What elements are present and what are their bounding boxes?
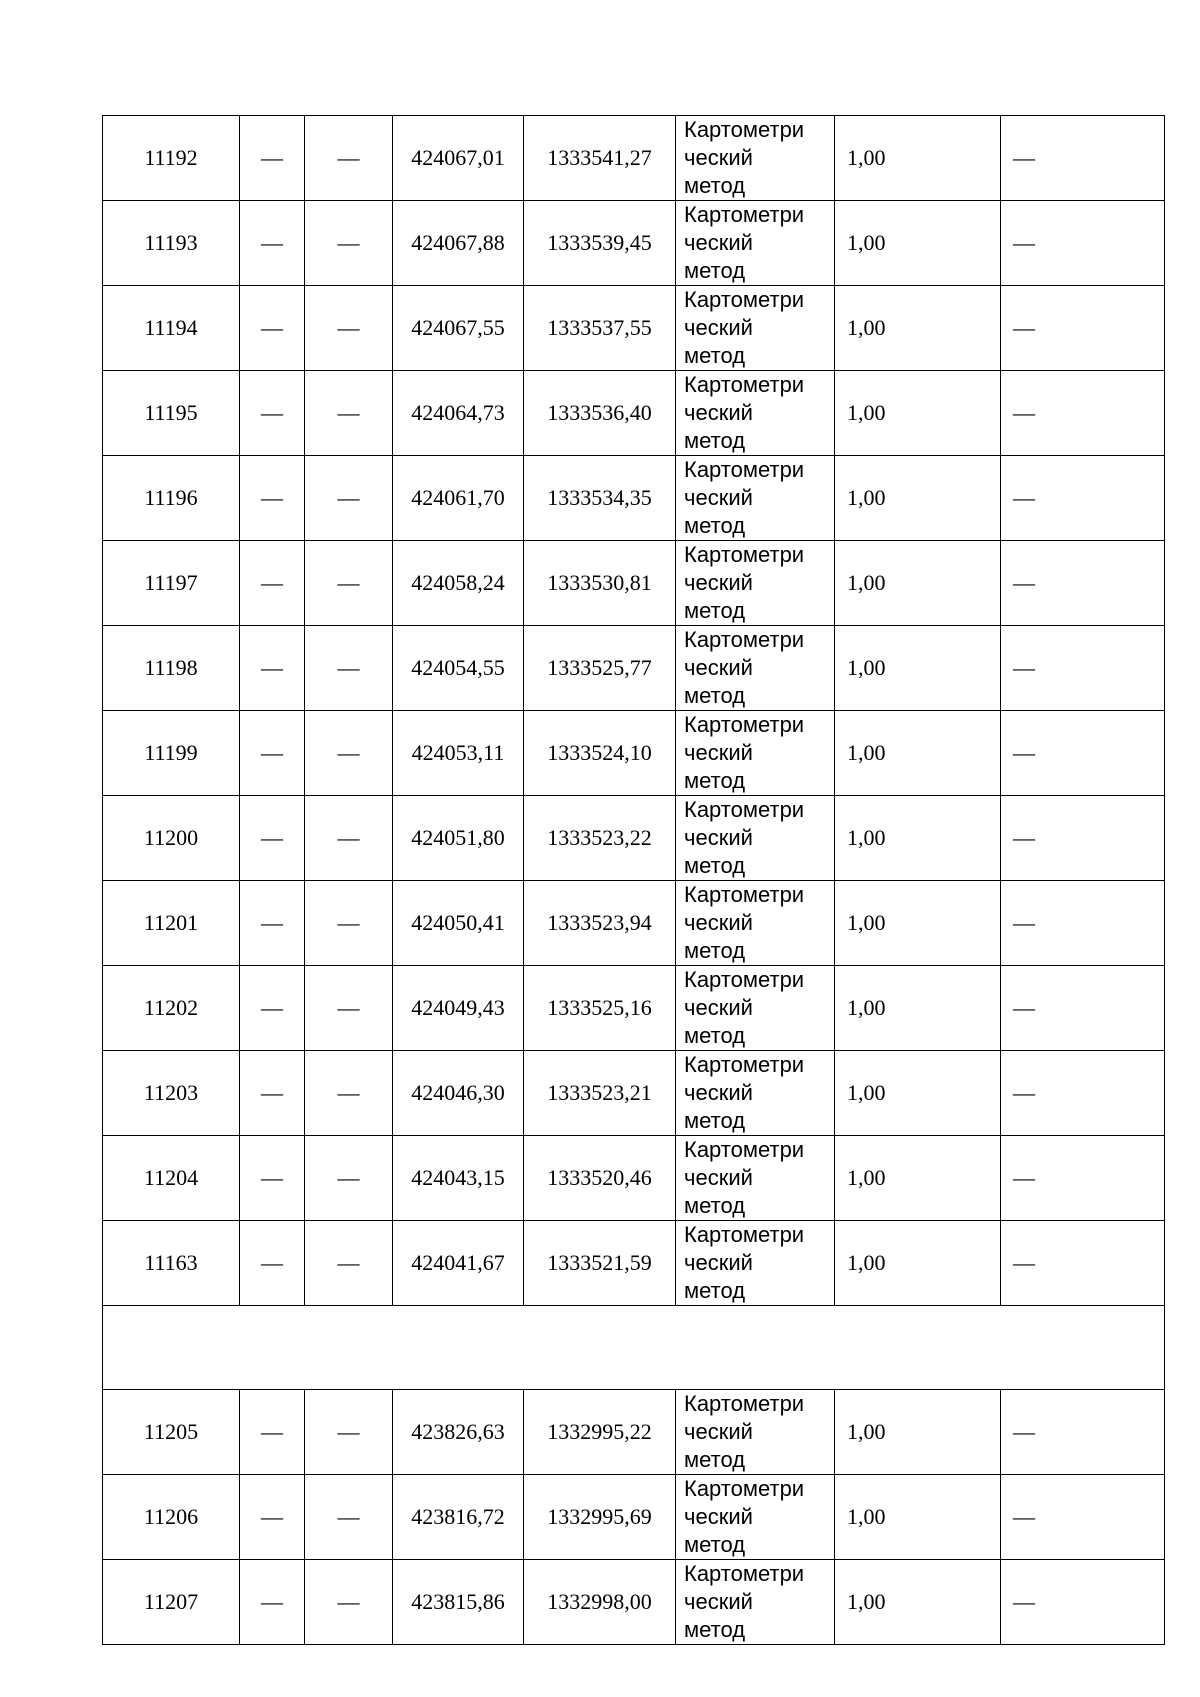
accuracy-cell: 1,00 (835, 456, 1001, 541)
empty-value-cell: — (305, 966, 393, 1051)
empty-value-cell: — (305, 1560, 393, 1645)
point-number-cell: 11193 (103, 201, 240, 286)
point-number-cell: 11195 (103, 371, 240, 456)
empty-value-cell: — (305, 1390, 393, 1475)
x-coordinate-cell: 424051,80 (393, 796, 524, 881)
method-cell: Картометри ческий метод (676, 881, 835, 966)
note-cell: — (1001, 796, 1165, 881)
method-cell: Картометри ческий метод (676, 1221, 835, 1306)
x-coordinate-cell: 424043,15 (393, 1136, 524, 1221)
y-coordinate-cell: 1332998,00 (524, 1560, 676, 1645)
table-row (103, 456, 1165, 541)
accuracy-cell: 1,00 (835, 966, 1001, 1051)
point-number-cell: 11204 (103, 1136, 240, 1221)
note-cell: — (1001, 966, 1165, 1051)
table-row (103, 711, 1165, 796)
empty-value-cell: — (240, 1136, 305, 1221)
empty-value-cell: — (240, 966, 305, 1051)
separator-row (103, 1306, 1165, 1390)
separator-cell (103, 1306, 1165, 1390)
empty-value-cell: — (240, 1221, 305, 1306)
empty-value-cell: — (240, 541, 305, 626)
point-number-cell: 11205 (103, 1390, 240, 1475)
x-coordinate-cell: 424064,73 (393, 371, 524, 456)
accuracy-cell: 1,00 (835, 371, 1001, 456)
accuracy-cell: 1,00 (835, 1390, 1001, 1475)
empty-value-cell: — (240, 881, 305, 966)
empty-value-cell: — (305, 541, 393, 626)
method-cell: Картометри ческий метод (676, 966, 835, 1051)
empty-value-cell: — (305, 881, 393, 966)
x-coordinate-cell: 424067,88 (393, 201, 524, 286)
method-cell: Картометри ческий метод (676, 1051, 835, 1136)
y-coordinate-cell: 1333523,94 (524, 881, 676, 966)
empty-value-cell: — (305, 1051, 393, 1136)
note-cell: — (1001, 1221, 1165, 1306)
empty-value-cell: — (240, 711, 305, 796)
empty-value-cell: — (305, 116, 393, 201)
table-body (103, 116, 1165, 1645)
empty-value-cell: — (240, 116, 305, 201)
accuracy-cell: 1,00 (835, 286, 1001, 371)
method-cell: Картометри ческий метод (676, 201, 835, 286)
accuracy-cell: 1,00 (835, 201, 1001, 286)
y-coordinate-cell: 1333541,27 (524, 116, 676, 201)
method-cell: Картометри ческий метод (676, 1560, 835, 1645)
accuracy-cell: 1,00 (835, 1136, 1001, 1221)
point-number-cell: 11203 (103, 1051, 240, 1136)
point-number-cell: 11206 (103, 1475, 240, 1560)
empty-value-cell: — (240, 626, 305, 711)
method-cell: Картометри ческий метод (676, 711, 835, 796)
empty-value-cell: — (240, 1390, 305, 1475)
point-number-cell: 11199 (103, 711, 240, 796)
accuracy-cell: 1,00 (835, 1221, 1001, 1306)
accuracy-cell: 1,00 (835, 1560, 1001, 1645)
method-cell: Картометри ческий метод (676, 116, 835, 201)
note-cell: — (1001, 1390, 1165, 1475)
table-row (103, 1221, 1165, 1306)
note-cell: — (1001, 286, 1165, 371)
coordinates-table (102, 115, 1165, 1645)
y-coordinate-cell: 1332995,69 (524, 1475, 676, 1560)
point-number-cell: 11200 (103, 796, 240, 881)
x-coordinate-cell: 424067,01 (393, 116, 524, 201)
point-number-cell: 11207 (103, 1560, 240, 1645)
table-row (103, 1136, 1165, 1221)
accuracy-cell: 1,00 (835, 626, 1001, 711)
table-row (103, 541, 1165, 626)
x-coordinate-cell: 424067,55 (393, 286, 524, 371)
empty-value-cell: — (305, 201, 393, 286)
table-row (103, 796, 1165, 881)
method-cell: Картометри ческий метод (676, 796, 835, 881)
empty-value-cell: — (305, 286, 393, 371)
y-coordinate-cell: 1333525,77 (524, 626, 676, 711)
empty-value-cell: — (240, 456, 305, 541)
accuracy-cell: 1,00 (835, 796, 1001, 881)
method-cell: Картометри ческий метод (676, 1390, 835, 1475)
table-row (103, 1390, 1165, 1475)
note-cell: — (1001, 116, 1165, 201)
x-coordinate-cell: 424058,24 (393, 541, 524, 626)
x-coordinate-cell: 424053,11 (393, 711, 524, 796)
note-cell: — (1001, 456, 1165, 541)
x-coordinate-cell: 423815,86 (393, 1560, 524, 1645)
note-cell: — (1001, 1136, 1165, 1221)
table-row (103, 1475, 1165, 1560)
table-row (103, 966, 1165, 1051)
empty-value-cell: — (305, 1475, 393, 1560)
table-row (103, 286, 1165, 371)
accuracy-cell: 1,00 (835, 1051, 1001, 1136)
y-coordinate-cell: 1333523,21 (524, 1051, 676, 1136)
y-coordinate-cell: 1333537,55 (524, 286, 676, 371)
table-row (103, 371, 1165, 456)
x-coordinate-cell: 424049,43 (393, 966, 524, 1051)
table-row (103, 1051, 1165, 1136)
note-cell: — (1001, 711, 1165, 796)
empty-value-cell: — (305, 711, 393, 796)
table-row (103, 116, 1165, 201)
method-cell: Картометри ческий метод (676, 1475, 835, 1560)
note-cell: — (1001, 201, 1165, 286)
y-coordinate-cell: 1333530,81 (524, 541, 676, 626)
note-cell: — (1001, 371, 1165, 456)
note-cell: — (1001, 1475, 1165, 1560)
empty-value-cell: — (240, 1475, 305, 1560)
table-row (103, 881, 1165, 966)
y-coordinate-cell: 1332995,22 (524, 1390, 676, 1475)
point-number-cell: 11192 (103, 116, 240, 201)
empty-value-cell: — (305, 1221, 393, 1306)
point-number-cell: 11196 (103, 456, 240, 541)
point-number-cell: 11198 (103, 626, 240, 711)
empty-value-cell: — (240, 796, 305, 881)
y-coordinate-cell: 1333520,46 (524, 1136, 676, 1221)
method-cell: Картометри ческий метод (676, 456, 835, 541)
method-cell: Картометри ческий метод (676, 626, 835, 711)
note-cell: — (1001, 1051, 1165, 1136)
y-coordinate-cell: 1333523,22 (524, 796, 676, 881)
empty-value-cell: — (240, 1051, 305, 1136)
table-row (103, 626, 1165, 711)
note-cell: — (1001, 881, 1165, 966)
note-cell: — (1001, 626, 1165, 711)
y-coordinate-cell: 1333536,40 (524, 371, 676, 456)
method-cell: Картометри ческий метод (676, 371, 835, 456)
empty-value-cell: — (240, 286, 305, 371)
point-number-cell: 11163 (103, 1221, 240, 1306)
accuracy-cell: 1,00 (835, 1475, 1001, 1560)
accuracy-cell: 1,00 (835, 541, 1001, 626)
accuracy-cell: 1,00 (835, 116, 1001, 201)
x-coordinate-cell: 423826,63 (393, 1390, 524, 1475)
note-cell: — (1001, 541, 1165, 626)
empty-value-cell: — (240, 1560, 305, 1645)
empty-value-cell: — (305, 1136, 393, 1221)
y-coordinate-cell: 1333521,59 (524, 1221, 676, 1306)
method-cell: Картометри ческий метод (676, 1136, 835, 1221)
point-number-cell: 11194 (103, 286, 240, 371)
empty-value-cell: — (305, 626, 393, 711)
x-coordinate-cell: 424041,67 (393, 1221, 524, 1306)
point-number-cell: 11197 (103, 541, 240, 626)
accuracy-cell: 1,00 (835, 711, 1001, 796)
y-coordinate-cell: 1333539,45 (524, 201, 676, 286)
y-coordinate-cell: 1333525,16 (524, 966, 676, 1051)
note-cell: — (1001, 1560, 1165, 1645)
x-coordinate-cell: 424046,30 (393, 1051, 524, 1136)
x-coordinate-cell: 424061,70 (393, 456, 524, 541)
point-number-cell: 11202 (103, 966, 240, 1051)
y-coordinate-cell: 1333534,35 (524, 456, 676, 541)
empty-value-cell: — (240, 371, 305, 456)
x-coordinate-cell: 424050,41 (393, 881, 524, 966)
table-row (103, 201, 1165, 286)
x-coordinate-cell: 423816,72 (393, 1475, 524, 1560)
x-coordinate-cell: 424054,55 (393, 626, 524, 711)
method-cell: Картометри ческий метод (676, 286, 835, 371)
table-row (103, 1560, 1165, 1645)
method-cell: Картометри ческий метод (676, 541, 835, 626)
empty-value-cell: — (305, 456, 393, 541)
empty-value-cell: — (305, 371, 393, 456)
empty-value-cell: — (305, 796, 393, 881)
empty-value-cell: — (240, 201, 305, 286)
accuracy-cell: 1,00 (835, 881, 1001, 966)
y-coordinate-cell: 1333524,10 (524, 711, 676, 796)
point-number-cell: 11201 (103, 881, 240, 966)
